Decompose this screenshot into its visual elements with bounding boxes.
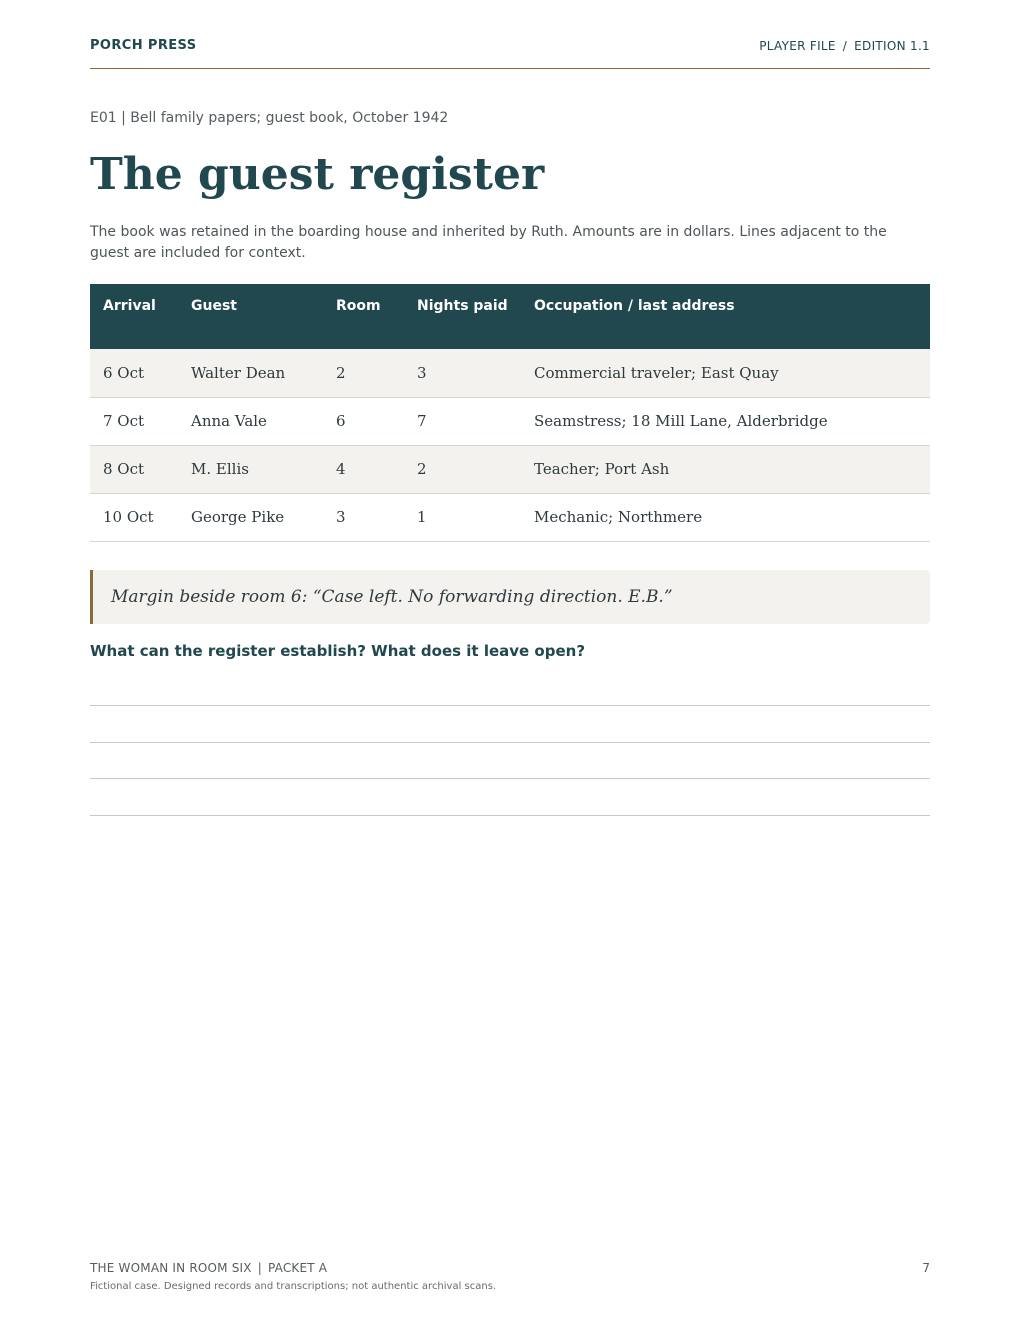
cell-arrival: 8 Oct (103, 460, 145, 478)
answer-line[interactable] (90, 742, 930, 743)
cell-arrival: 6 Oct (103, 363, 145, 382)
cell-guest: Anna Vale (191, 412, 267, 430)
cell-guest: M. Ellis (191, 460, 249, 478)
footer-disclaimer: Fictional case. Designed records and transcriptions; not authentic archival scans. (90, 1281, 497, 1292)
footer-separator: | (257, 1261, 262, 1275)
page-title: The guest register (90, 149, 545, 200)
footer-case-title: THE WOMAN IN ROOM SIX (90, 1261, 252, 1275)
footer-packet: PACKET A (267, 1261, 328, 1275)
guest-register-table (90, 284, 930, 542)
column-header-nights-paid: Nights paid (417, 298, 508, 314)
document-page (90, 0, 930, 1320)
answer-line[interactable] (90, 778, 930, 779)
cell-nights: 3 (417, 363, 427, 382)
column-header-occupation: Occupation / last address (534, 298, 735, 314)
cell-room: 3 (336, 508, 346, 526)
page-number: 7 (922, 1261, 930, 1275)
cell-room: 4 (336, 460, 346, 478)
cell-room: 2 (336, 363, 346, 382)
column-header-arrival: Arrival (103, 298, 156, 314)
table-row (90, 445, 930, 493)
header-separator: / (842, 39, 848, 53)
edition-number: EDITION 1.1 (854, 39, 930, 53)
column-header-room: Room (336, 298, 381, 314)
cell-occupation: Seamstress; 18 Mill Lane, Alderbridge (534, 412, 828, 430)
cell-nights: 2 (417, 460, 427, 478)
column-header-guest: Guest (191, 298, 237, 314)
file-label: PLAYER FILE (759, 39, 836, 53)
cell-room: 6 (336, 412, 346, 430)
cell-occupation: Commercial traveler; East Quay (534, 363, 779, 382)
cell-nights: 7 (417, 412, 427, 430)
cell-guest: Walter Dean (191, 363, 286, 382)
edition-label (759, 39, 930, 53)
table-header-row (90, 284, 930, 349)
discussion-question: What can the register establish? What does it leave open? (90, 642, 586, 660)
cell-arrival: 7 Oct (103, 412, 145, 430)
cell-arrival: 10 Oct (103, 508, 154, 526)
cell-guest: George Pike (191, 508, 285, 526)
footer-running-title (90, 1261, 327, 1275)
table-row (90, 397, 930, 445)
intro-paragraph: The book was retained in the boarding house and inherited by Ruth. Amounts are in dollars. Lines adjacent to the guest are included for context. (90, 224, 887, 261)
table-row (90, 493, 930, 541)
cell-occupation: Mechanic; Northmere (534, 508, 703, 526)
cell-nights: 1 (417, 508, 427, 526)
running-header (90, 38, 930, 69)
cell-occupation: Teacher; Port Ash (534, 460, 670, 478)
exhibit-source: E01 | Bell family papers; guest book, October 1942 (90, 110, 449, 126)
answer-line[interactable] (90, 815, 930, 816)
table-row (90, 349, 930, 397)
margin-note-text: Margin beside room 6: “Case left. No forwarding direction. E.B.” (111, 587, 673, 607)
margin-note-callout (90, 570, 930, 624)
publisher-brand: PORCH PRESS (90, 38, 197, 53)
answer-line[interactable] (90, 705, 930, 706)
